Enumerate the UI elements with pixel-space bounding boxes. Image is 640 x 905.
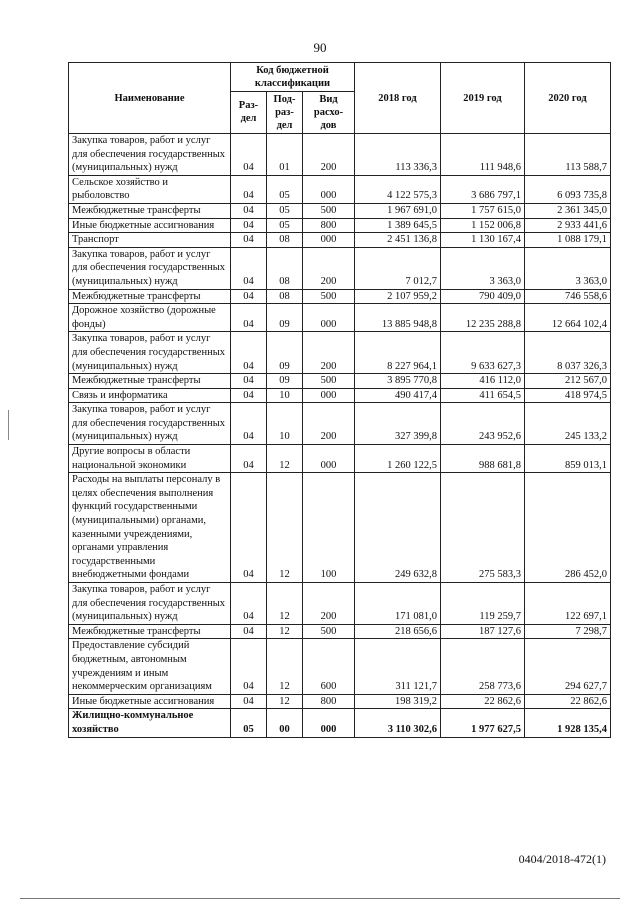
table-body — [69, 134, 611, 738]
left-scan-mark — [8, 410, 9, 440]
row-value-2019: 9 633 627,3 — [441, 332, 525, 374]
table-row — [69, 388, 611, 403]
row-value-2020: 212 567,0 — [525, 374, 611, 389]
row-vid: 600 — [303, 639, 355, 694]
row-value-2020: 113 588,7 — [525, 134, 611, 176]
row-value-2018: 8 227 964,1 — [355, 332, 441, 374]
row-podrazdel: 01 — [267, 134, 303, 176]
row-podrazdel: 12 — [267, 445, 303, 473]
row-vid: 200 — [303, 247, 355, 289]
budget-table — [68, 62, 611, 738]
row-name: Предоставление субсидий бюджетным, автономным учреждениям и иным некоммерческим организациям — [69, 639, 231, 694]
row-value-2018: 4 122 575,3 — [355, 175, 441, 203]
row-vid: 200 — [303, 583, 355, 625]
row-value-2019: 1 130 167,4 — [441, 233, 525, 248]
row-value-2020: 418 974,5 — [525, 388, 611, 403]
row-name: Межбюджетные трансферты — [69, 624, 231, 639]
row-vid: 100 — [303, 473, 355, 583]
row-value-2020: 245 133,2 — [525, 403, 611, 445]
row-value-2020: 746 558,6 — [525, 289, 611, 304]
table-row — [69, 445, 611, 473]
row-value-2019: 119 259,7 — [441, 583, 525, 625]
row-value-2019: 1 977 627,5 — [441, 709, 525, 737]
row-value-2019: 111 948,6 — [441, 134, 525, 176]
table-row — [69, 218, 611, 233]
table-row — [69, 175, 611, 203]
row-razdel: 04 — [231, 203, 267, 218]
row-vid: 000 — [303, 388, 355, 403]
row-podrazdel: 05 — [267, 203, 303, 218]
row-value-2020: 12 664 102,4 — [525, 304, 611, 332]
row-podrazdel: 09 — [267, 332, 303, 374]
row-vid: 000 — [303, 233, 355, 248]
row-value-2019: 790 409,0 — [441, 289, 525, 304]
row-razdel: 04 — [231, 374, 267, 389]
header-podrazdel: Под-раз-дел — [267, 91, 303, 133]
row-podrazdel: 12 — [267, 639, 303, 694]
table-row — [69, 304, 611, 332]
row-podrazdel: 00 — [267, 709, 303, 737]
row-value-2018: 3 895 770,8 — [355, 374, 441, 389]
row-name: Другие вопросы в области национальной экономики — [69, 445, 231, 473]
row-podrazdel: 10 — [267, 388, 303, 403]
row-podrazdel: 05 — [267, 175, 303, 203]
row-value-2019: 416 112,0 — [441, 374, 525, 389]
row-name: Сельское хозяйство и рыболовство — [69, 175, 231, 203]
row-name: Закупка товаров, работ и услуг для обеспечения государственных (муниципальных) нужд — [69, 583, 231, 625]
bottom-scan-edge — [20, 898, 620, 899]
row-name: Межбюджетные трансферты — [69, 289, 231, 304]
row-vid: 500 — [303, 374, 355, 389]
table-row — [69, 403, 611, 445]
row-podrazdel: 09 — [267, 304, 303, 332]
row-razdel: 04 — [231, 289, 267, 304]
row-value-2018: 2 107 959,2 — [355, 289, 441, 304]
row-value-2018: 1 260 122,5 — [355, 445, 441, 473]
header-razdel: Раз-дел — [231, 91, 267, 133]
table-row — [69, 233, 611, 248]
row-razdel: 04 — [231, 388, 267, 403]
row-podrazdel: 08 — [267, 247, 303, 289]
table-row — [69, 694, 611, 709]
row-razdel: 04 — [231, 624, 267, 639]
row-name: Жилищно-коммунальное хозяйство — [69, 709, 231, 737]
row-podrazdel: 09 — [267, 374, 303, 389]
row-vid: 500 — [303, 624, 355, 639]
table-row — [69, 247, 611, 289]
row-value-2018: 1 389 645,5 — [355, 218, 441, 233]
row-name: Связь и информатика — [69, 388, 231, 403]
row-value-2018: 490 417,4 — [355, 388, 441, 403]
row-razdel: 04 — [231, 583, 267, 625]
row-value-2020: 8 037 326,3 — [525, 332, 611, 374]
header-vid: Вид расхо-дов — [303, 91, 355, 133]
row-value-2018: 311 121,7 — [355, 639, 441, 694]
row-razdel: 04 — [231, 403, 267, 445]
row-value-2020: 7 298,7 — [525, 624, 611, 639]
row-vid: 800 — [303, 694, 355, 709]
row-value-2018: 171 081,0 — [355, 583, 441, 625]
row-value-2020: 294 627,7 — [525, 639, 611, 694]
row-vid: 200 — [303, 403, 355, 445]
row-value-2019: 258 773,6 — [441, 639, 525, 694]
page-number: 90 — [313, 40, 327, 55]
header-2018: 2018 год — [355, 63, 441, 134]
row-podrazdel: 12 — [267, 473, 303, 583]
row-value-2020: 286 452,0 — [525, 473, 611, 583]
row-name: Закупка товаров, работ и услуг для обеспечения государственных (муниципальных) нужд — [69, 134, 231, 176]
row-vid: 200 — [303, 332, 355, 374]
row-podrazdel: 12 — [267, 583, 303, 625]
table-row — [69, 639, 611, 694]
table-row — [69, 374, 611, 389]
row-value-2018: 1 967 691,0 — [355, 203, 441, 218]
row-value-2019: 1 152 006,8 — [441, 218, 525, 233]
row-value-2018: 249 632,8 — [355, 473, 441, 583]
row-value-2018: 7 012,7 — [355, 247, 441, 289]
row-vid: 000 — [303, 304, 355, 332]
row-value-2018: 198 319,2 — [355, 694, 441, 709]
row-value-2020: 2 361 345,0 — [525, 203, 611, 218]
row-vid: 000 — [303, 445, 355, 473]
row-value-2019: 3 686 797,1 — [441, 175, 525, 203]
table-row — [69, 332, 611, 374]
row-razdel: 04 — [231, 473, 267, 583]
row-razdel: 04 — [231, 332, 267, 374]
row-razdel: 04 — [231, 639, 267, 694]
row-value-2020: 1 088 179,1 — [525, 233, 611, 248]
header-name: Наименование — [69, 63, 231, 134]
row-podrazdel: 05 — [267, 218, 303, 233]
row-value-2018: 3 110 302,6 — [355, 709, 441, 737]
row-value-2019: 988 681,8 — [441, 445, 525, 473]
row-value-2018: 13 885 948,8 — [355, 304, 441, 332]
row-name: Иные бюджетные ассигнования — [69, 694, 231, 709]
row-value-2019: 1 757 615,0 — [441, 203, 525, 218]
row-name: Закупка товаров, работ и услуг для обеспечения государственных (муниципальных) нужд — [69, 247, 231, 289]
row-value-2020: 6 093 735,8 — [525, 175, 611, 203]
row-name: Межбюджетные трансферты — [69, 203, 231, 218]
table-row — [69, 709, 611, 737]
row-value-2020: 22 862,6 — [525, 694, 611, 709]
row-value-2018: 113 336,3 — [355, 134, 441, 176]
row-vid: 500 — [303, 203, 355, 218]
row-razdel: 05 — [231, 709, 267, 737]
table-row — [69, 203, 611, 218]
row-razdel: 04 — [231, 233, 267, 248]
row-value-2018: 218 656,6 — [355, 624, 441, 639]
row-value-2019: 275 583,3 — [441, 473, 525, 583]
header-code-group: Код бюджетной классификации — [231, 63, 355, 92]
row-name: Расходы на выплаты персоналу в целях обеспечения выполнения функций государственными (муниципальными) органами, казенными учреждениями, органами управления государственными внебюджетными фондами — [69, 473, 231, 583]
row-value-2019: 243 952,6 — [441, 403, 525, 445]
row-name: Транспорт — [69, 233, 231, 248]
row-razdel: 04 — [231, 694, 267, 709]
table-row — [69, 134, 611, 176]
row-value-2019: 12 235 288,8 — [441, 304, 525, 332]
row-razdel: 04 — [231, 134, 267, 176]
row-podrazdel: 10 — [267, 403, 303, 445]
row-name: Закупка товаров, работ и услуг для обеспечения государственных (муниципальных) нужд — [69, 332, 231, 374]
row-value-2018: 327 399,8 — [355, 403, 441, 445]
row-vid: 800 — [303, 218, 355, 233]
row-razdel: 04 — [231, 304, 267, 332]
row-value-2018: 2 451 136,8 — [355, 233, 441, 248]
row-razdel: 04 — [231, 175, 267, 203]
row-value-2020: 3 363,0 — [525, 247, 611, 289]
row-value-2019: 411 654,5 — [441, 388, 525, 403]
row-podrazdel: 12 — [267, 624, 303, 639]
row-name: Закупка товаров, работ и услуг для обеспечения государственных (муниципальных) нужд — [69, 403, 231, 445]
row-podrazdel: 08 — [267, 289, 303, 304]
row-value-2020: 859 013,1 — [525, 445, 611, 473]
row-vid: 200 — [303, 134, 355, 176]
row-razdel: 04 — [231, 247, 267, 289]
row-value-2020: 122 697,1 — [525, 583, 611, 625]
row-podrazdel: 08 — [267, 233, 303, 248]
header-2020: 2020 год — [525, 63, 611, 134]
table-row — [69, 583, 611, 625]
row-name: Иные бюджетные ассигнования — [69, 218, 231, 233]
row-vid: 000 — [303, 709, 355, 737]
row-vid: 500 — [303, 289, 355, 304]
table-row — [69, 624, 611, 639]
row-razdel: 04 — [231, 445, 267, 473]
row-value-2019: 187 127,6 — [441, 624, 525, 639]
document-code: 0404/2018-472(1) — [518, 852, 606, 866]
row-value-2019: 22 862,6 — [441, 694, 525, 709]
row-value-2020: 1 928 135,4 — [525, 709, 611, 737]
header-2019: 2019 год — [441, 63, 525, 134]
row-razdel: 04 — [231, 218, 267, 233]
row-name: Межбюджетные трансферты — [69, 374, 231, 389]
row-vid: 000 — [303, 175, 355, 203]
row-value-2020: 2 933 441,6 — [525, 218, 611, 233]
row-value-2019: 3 363,0 — [441, 247, 525, 289]
table-row — [69, 289, 611, 304]
table-row — [69, 473, 611, 583]
row-name: Дорожное хозяйство (дорожные фонды) — [69, 304, 231, 332]
row-podrazdel: 12 — [267, 694, 303, 709]
